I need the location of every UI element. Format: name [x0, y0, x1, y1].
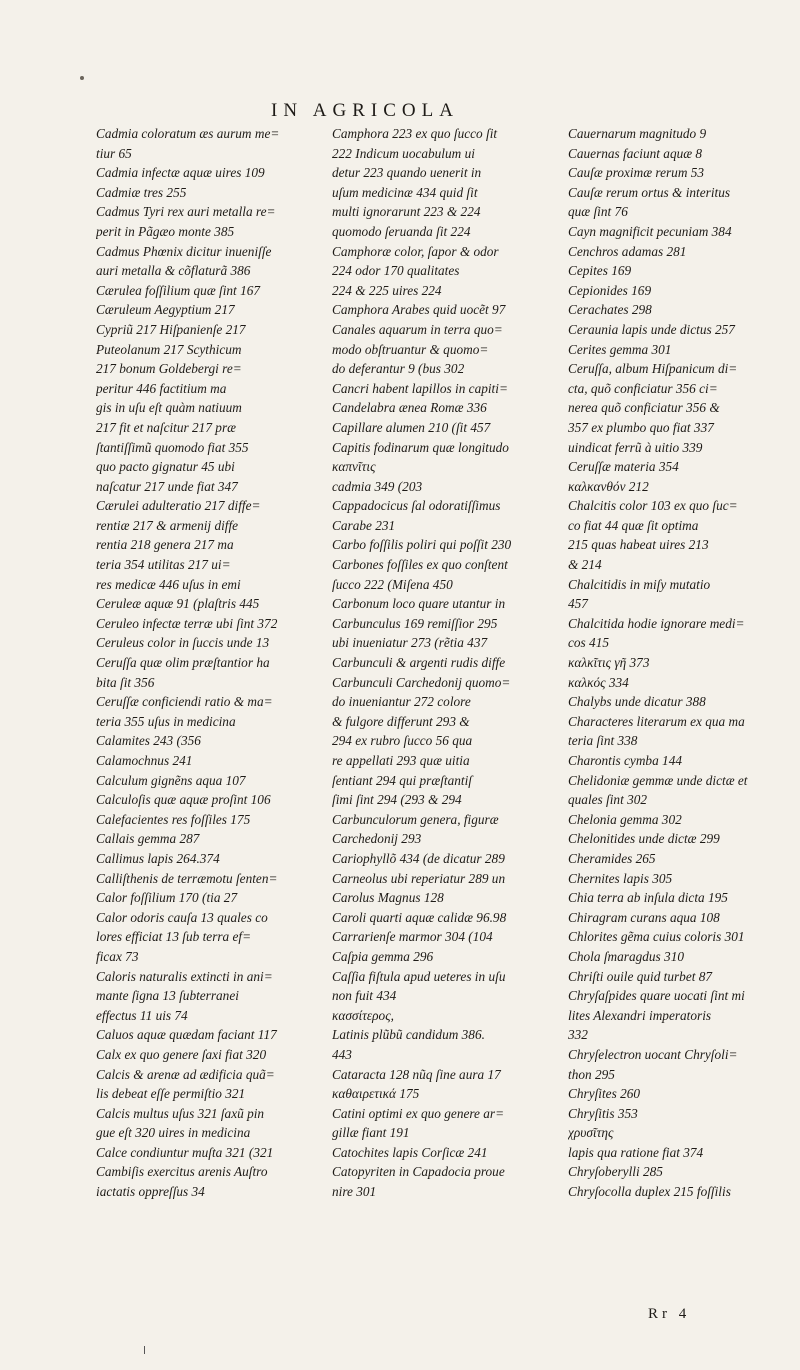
- index-entry-line: Carabe 231: [332, 517, 396, 533]
- index-entry-line: Puteolanum 217 Scythicum: [96, 341, 242, 357]
- signature-mark: Rr 4: [648, 1306, 691, 1322]
- index-entry-line: quæ ſint 76: [568, 204, 628, 220]
- index-entry-line: quales ſint 302: [568, 792, 648, 808]
- index-entry-line: auri metalla & cõflaturã 386: [96, 263, 251, 279]
- index-entry-line: χρυσῖτης: [568, 1125, 614, 1141]
- index-entry-line: multi ignorarunt 223 & 224: [332, 204, 481, 220]
- index-entry-line: do inueniantur 272 colore: [332, 694, 471, 710]
- index-entry-line: peritur 446 factitium ma: [96, 380, 227, 396]
- index-entry-line: Chryſoberylli 285: [568, 1164, 663, 1180]
- index-entry-line: lores efficiat 13 ſub terra ef=: [96, 929, 252, 945]
- index-entry-line: cadmia 349 (203: [332, 478, 423, 494]
- index-entry-line: Cauernas faciunt aquæ 8: [568, 145, 703, 161]
- index-entry-line: Caroli quarti aquæ calidæ 96.98: [332, 909, 507, 925]
- index-entry-line: teria 354 utilitas 217 ui=: [96, 557, 231, 573]
- index-entry-line: Carbunculorum genera, figuræ: [332, 811, 499, 827]
- index-entry-line: Chryſelectron uocant Chryſoli=: [568, 1046, 738, 1062]
- index-entry-line: ſtantiſſimũ quomodo fiat 355: [96, 439, 249, 455]
- index-entry-line: 443: [332, 1046, 352, 1062]
- index-entry-line: Camphora Arabes quid uocẽt 97: [332, 302, 506, 318]
- index-entry-line: Catopyriten in Capadocia proue: [332, 1164, 505, 1180]
- index-entry-line: κασσίτερος,: [332, 1007, 394, 1023]
- index-entry-line: Chalcitis color 103 ex quo ſuc=: [568, 498, 738, 514]
- index-entry-line: Cappadocicus ſal odoratiſſimus: [332, 498, 501, 514]
- index-entry-line: Ceruleo infectæ terræ ubi ſint 372: [96, 615, 278, 631]
- index-entry-line: Chia terra ab inſula dicta 195: [568, 890, 728, 906]
- index-entry-line: Chola ſmaragdus 310: [568, 948, 684, 964]
- index-entry-line: cta, quõ conficiatur 356 ci=: [568, 380, 718, 396]
- index-entry-line: Ceruſſa quæ olim præſtantior ha: [96, 655, 270, 671]
- index-entry-line: καθαιρετικά 175: [332, 1086, 420, 1102]
- index-entry-line: Cauſæ proximæ rerum 53: [568, 165, 705, 181]
- index-entry-line: Calefacientes res foſſiles 175: [96, 811, 251, 827]
- index-entry-line: ſucco 222 (Miſena 450: [332, 576, 453, 592]
- index-entry-line: res medicæ 446 uſus in emi: [96, 576, 241, 592]
- index-entry-line: Carbunculus 169 remiſſior 295: [332, 615, 498, 631]
- index-entry-line: iactatis oppreſſus 34: [96, 1184, 205, 1200]
- index-entry-line: Catini optimi ex quo genere ar=: [332, 1105, 505, 1121]
- index-entry-line: 224 & 225 uires 224: [332, 282, 442, 298]
- index-entry-line: Callais gemma 287: [96, 831, 200, 847]
- index-entry-line: rentiæ 217 & armenij diffe: [96, 517, 239, 533]
- index-entry-line: Ceraunia lapis unde dictus 257: [568, 321, 735, 337]
- index-entry-line: co fiat 44 quæ ſit optima: [568, 517, 699, 533]
- index-entry-line: Canales aquarum in terra quo=: [332, 321, 503, 337]
- index-entry-line: gue eſt 320 uires in medicina: [96, 1125, 251, 1141]
- index-entry-line: 332: [568, 1027, 588, 1043]
- index-entry-line: Cærulei adulteratio 217 diffe=: [96, 498, 261, 514]
- index-entry-line: mante ſigna 13 ſubterranei: [96, 988, 239, 1004]
- index-entry-line: Cadmus Tyri rex auri metalla re=: [96, 204, 276, 220]
- index-entry-line: ubi inueniatur 273 (rẽtia 437: [332, 635, 488, 651]
- index-entry-line: Camphoræ color, ſapor & odor: [332, 243, 499, 259]
- index-entry-line: Cypriũ 217 Hiſpanienſe 217: [96, 321, 246, 337]
- index-entry-line: ſimi ſint 294 (293 & 294: [332, 792, 462, 808]
- index-entry-line: tiur 65: [96, 145, 132, 161]
- index-entry-line: Capillare alumen 210 (ſit 457: [332, 419, 491, 435]
- index-entry-line: uſum medicinæ 434 quid ſit: [332, 184, 478, 200]
- index-entry-line: Caluos aquæ quædam faciant 117: [96, 1027, 277, 1043]
- index-entry-line: Cauernarum magnitudo 9: [568, 126, 707, 141]
- index-entry-line: Carchedonij 293: [332, 831, 422, 847]
- index-entry-line: Caſſia fiſtula apud ueteres in uſu: [332, 968, 506, 984]
- index-entry-line: Cariophyllõ 434 (de dicatur 289: [332, 850, 505, 866]
- index-entry-line: 224 odor 170 qualitates: [332, 263, 460, 279]
- index-entry-line: 217 bonum Goldebergi re=: [96, 361, 242, 377]
- index-entry-line: lapis qua ratione fiat 374: [568, 1144, 704, 1160]
- index-entry-line: Cepionides 169: [568, 282, 652, 298]
- index-entry-line: Chlorites gẽma cuius coloris 301: [568, 929, 745, 945]
- index-entry-line: Charontis cymba 144: [568, 753, 683, 768]
- index-entry-line: thon 295: [568, 1066, 615, 1082]
- index-entry-line: Calculum gignẽns aqua 107: [96, 772, 246, 788]
- index-entry-line: Calamochnus 241: [96, 753, 193, 768]
- index-entry-line: Chelonitides unde dictæ 299: [568, 831, 720, 847]
- index-entry-line: naſcatur 217 unde fiat 347: [96, 478, 238, 494]
- index-entry-line: Caſpia gemma 296: [332, 948, 434, 964]
- index-entry-line: Callimus lapis 264.374: [96, 850, 220, 866]
- index-column-1: [96, 124, 314, 1202]
- index-entry-line: 222 Indicum uocabulum ui: [332, 145, 475, 161]
- index-entry-line: & fulgore differunt 293 &: [332, 713, 470, 729]
- index-entry-line: nire 301: [332, 1184, 377, 1200]
- index-entry-line: Cerachates 298: [568, 302, 652, 318]
- index-entry-line: Cadmia infectæ aquæ uires 109: [96, 165, 265, 181]
- index-entry-line: gis in uſu eſt quàm natiuum: [96, 400, 242, 416]
- index-entry-line: 215 quas habeat uires 213: [568, 537, 709, 553]
- index-entry-line: ficax 73: [96, 948, 139, 964]
- index-entry-line: Chalcitida hodie ignorare medi=: [568, 615, 745, 631]
- index-entry-line: Ceruſſæ materia 354: [568, 459, 679, 475]
- index-entry-line: Carrarienſe marmor 304 (104: [332, 929, 493, 945]
- index-entry-line: Cauſæ rerum ortus & interitus: [568, 184, 731, 200]
- index-column-3: [568, 124, 778, 1202]
- index-entry-line: Cerites gemma 301: [568, 341, 672, 357]
- index-entry-line: καλκανθόν 212: [568, 478, 649, 494]
- index-entry-line: Calor odoris cauſa 13 quales co: [96, 909, 268, 925]
- index-entry-line: quomodo ſeruanda ſit 224: [332, 223, 471, 239]
- index-entry-line: Calcis & arenæ ad ædificia quã=: [96, 1066, 275, 1082]
- index-entry-line: Chryſocolla duplex 215 foſſilis: [568, 1184, 731, 1200]
- index-entry-line: Carbunculi Carchedonij quomo=: [332, 674, 511, 690]
- index-entry-line: gillæ fiant 191: [332, 1125, 410, 1141]
- index-entry-line: Capitis fodinarum quæ longitudo: [332, 439, 509, 455]
- index-entry-line: Calx ex quo genere ſaxi fiat 320: [96, 1046, 267, 1062]
- index-entry-line: Calliſthenis de terræmotu ſenten=: [96, 870, 278, 886]
- index-entry-line: Chriſti ouile quid turbet 87: [568, 968, 713, 984]
- ink-dot: [80, 76, 84, 80]
- index-entry-line: ſentiant 294 qui præſtantiſ: [332, 772, 472, 788]
- index-entry-line: 294 ex rubro ſucco 56 qua: [332, 733, 473, 749]
- index-entry-line: uindicat ferrũ à uitio 339: [568, 439, 703, 455]
- index-entry-line: Cæruleum Aegyptium 217: [96, 302, 235, 318]
- index-entry-line: 217 fit et naſcitur 217 præ: [96, 419, 236, 435]
- index-entry-line: nerea quõ conficiatur 356 &: [568, 400, 720, 416]
- index-entry-line: Calculoſis quæ aquæ proſint 106: [96, 792, 271, 808]
- index-entry-line: Cepites 169: [568, 263, 632, 279]
- index-entry-line: 457: [568, 596, 588, 612]
- index-entry-line: non fuit 434: [332, 988, 397, 1004]
- index-entry-line: καλκῖτις γῆ 373: [568, 655, 650, 671]
- index-entry-line: Cadmiæ tres 255: [96, 184, 187, 200]
- index-entry-line: Ceruſſa, album Hiſpanicum di=: [568, 361, 738, 377]
- index-entry-line: perit in Pãgæo monte 385: [96, 223, 235, 239]
- index-entry-line: Carolus Magnus 128: [332, 890, 444, 906]
- index-entry-line: Carbones foſſiles ex quo conſtent: [332, 557, 508, 573]
- index-entry-line: Chelonia gemma 302: [568, 811, 682, 827]
- index-entry-line: Carbonum loco quare utantur in: [332, 596, 506, 612]
- index-entry-line: Cayn magnificit pecuniam 384: [568, 223, 732, 239]
- index-entry-line: lites Alexandri imperatoris: [568, 1007, 712, 1023]
- index-entry-line: teria 355 uſus in medicina: [96, 713, 236, 729]
- index-entry-line: καπνῖτις: [332, 459, 376, 475]
- index-entry-line: Carbo foſſilis poliri qui poſſit 230: [332, 537, 512, 553]
- index-entry-line: Chalcitidis in miſy mutatio: [568, 576, 711, 592]
- index-entry-line: Cadmus Phœnix dicitur inueniſſe: [96, 243, 272, 259]
- index-entry-line: Chiragram curans aqua 108: [568, 909, 720, 925]
- index-entry-line: Catochites lapis Corſicæ 241: [332, 1144, 488, 1160]
- index-entry-line: quo pacto gignatur 45 ubi: [96, 459, 235, 475]
- index-entry-line: καλκός 334: [568, 674, 629, 690]
- index-entry-line: Calor foſſilium 170 (tia 27: [96, 890, 238, 906]
- index-entry-line: Chryſites 260: [568, 1086, 641, 1102]
- index-entry-line: Caloris naturalis extincti in ani=: [96, 968, 273, 984]
- index-entry-line: Calamites 243 (356: [96, 733, 201, 749]
- index-entry-line: teria ſint 338: [568, 733, 638, 749]
- index-entry-line: Latinis plũbũ candidum 386.: [332, 1027, 485, 1043]
- index-entry-line: Chryſaſpides quare uocati ſint mi: [568, 988, 745, 1004]
- index-entry-line: Cheramides 265: [568, 850, 656, 866]
- index-column-2: [332, 124, 550, 1202]
- index-entry-line: Calce condiuntur muſta 321 (321: [96, 1144, 274, 1160]
- margin-mark: [144, 1346, 145, 1354]
- index-entry-line: Calcis multus uſus 321 ſaxũ pin: [96, 1105, 265, 1121]
- index-entry-line: Cærulea foſſilium quæ ſint 167: [96, 282, 261, 298]
- index-entry-line: Chelidoniæ gemmæ unde dictæ et: [568, 772, 748, 788]
- index-entry-line: do deferantur 9 (bus 302: [332, 361, 465, 377]
- index-entry-line: Ceruleus color in ſuccis unde 13: [96, 635, 270, 651]
- index-entry-line: Ceruſſæ conficiendi ratio & ma=: [96, 694, 273, 710]
- index-entry-line: Chryſitis 353: [568, 1105, 638, 1121]
- index-entry-line: cos 415: [568, 635, 609, 651]
- index-entry-line: lis debeat eſſe permiſtio 321: [96, 1086, 246, 1102]
- index-entry-line: Cenchros adamas 281: [568, 243, 687, 259]
- index-entry-line: Carbunculi & argenti rudis diffe: [332, 655, 506, 671]
- index-entry-line: re appellati 293 quæ uitia: [332, 753, 470, 768]
- index-entry-line: Cadmia coloratum æs aurum me=: [96, 126, 280, 141]
- index-entry-line: 357 ex plumbo quo fiat 337: [568, 419, 714, 435]
- index-entry-line: Chernites lapis 305: [568, 870, 673, 886]
- running-header: IN AGRICOLA: [271, 100, 459, 121]
- index-entry-line: Cambiſis exercitus arenis Auſtro: [96, 1164, 268, 1180]
- index-entry-line: Carneolus ubi reperiatur 289 un: [332, 870, 506, 886]
- index-entry-line: detur 223 quando uenerit in: [332, 165, 482, 181]
- index-entry-line: rentia 218 genera 217 ma: [96, 537, 234, 553]
- index-entry-line: & 214: [568, 557, 602, 573]
- index-entry-line: Candelabra ænea Romæ 336: [332, 400, 487, 416]
- index-entry-line: Camphora 223 ex quo ſucco ſit: [332, 126, 498, 141]
- index-entry-line: Characteres literarum ex qua ma: [568, 713, 745, 729]
- index-entry-line: Cataracta 128 nũq ſine aura 17: [332, 1066, 501, 1082]
- index-entry-line: effectus 11 uis 74: [96, 1007, 188, 1023]
- index-entry-line: bita ſit 356: [96, 674, 155, 690]
- index-entry-line: modo obſtruantur & quomo=: [332, 341, 489, 357]
- index-entry-line: Cancri habent lapillos in capiti=: [332, 380, 508, 396]
- index-entry-line: Chalybs unde dicatur 388: [568, 694, 706, 710]
- index-entry-line: Ceruleæ aquæ 91 (plaſtris 445: [96, 596, 260, 612]
